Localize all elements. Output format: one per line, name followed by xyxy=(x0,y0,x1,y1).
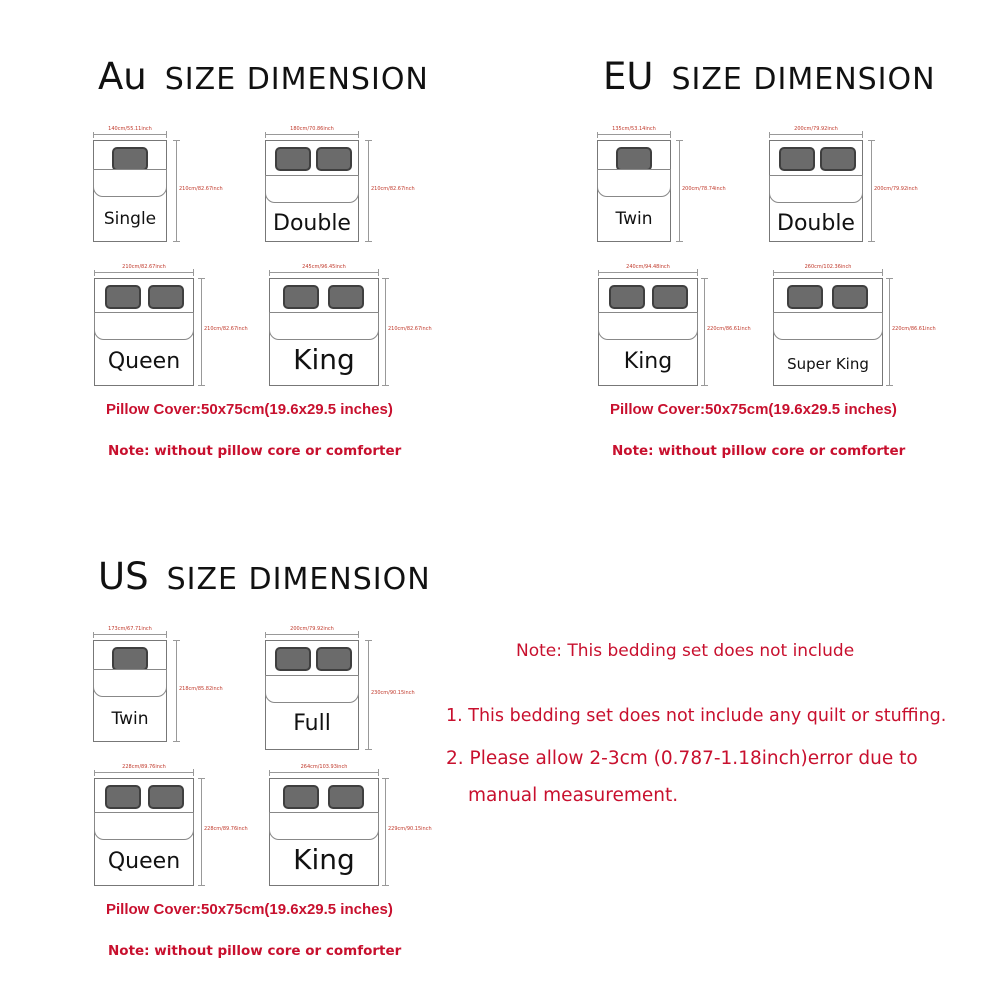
au-double-name: Double xyxy=(273,211,351,236)
eu-double-width-dim: 200cm/79.92inch xyxy=(769,134,863,135)
duvet-fold xyxy=(94,312,194,340)
bedding-note-item-1: 1. This bedding set does not include any quilt or stuffing. xyxy=(446,706,947,726)
us-twin-bed xyxy=(93,640,167,742)
us-twin-name: Twin xyxy=(111,709,149,729)
duvet-fold xyxy=(93,669,167,697)
duvet-fold xyxy=(773,312,883,340)
pillow-icon xyxy=(283,285,319,309)
pillow-icon xyxy=(275,647,311,671)
eu-super-king-name: Super King xyxy=(787,355,869,373)
eu-double-name: Double xyxy=(777,211,855,236)
pillow-icon xyxy=(328,285,364,309)
pillow-icon xyxy=(328,785,364,809)
au-double-length-dim: 210cm/82.67inch xyxy=(368,140,369,242)
pillow-icon xyxy=(316,647,352,671)
au-double-width-dim: 180cm/70.86inch xyxy=(265,134,359,135)
pillow-icon xyxy=(105,285,141,309)
au-note: Note: without pillow core or comforter xyxy=(108,443,402,459)
pillow-icon xyxy=(779,147,815,171)
eu-king-width-dim: 240cm/94.48inch xyxy=(598,272,698,273)
duvet-fold xyxy=(598,312,698,340)
eu-twin-bed xyxy=(597,140,671,242)
au-queen-bed xyxy=(94,278,194,386)
duvet-fold xyxy=(94,812,194,840)
us-region-label: US xyxy=(98,555,149,598)
eu-twin-name: Twin xyxy=(615,209,653,229)
us-queen-bed xyxy=(94,778,194,886)
us-full-bed xyxy=(265,640,359,750)
eu-twin-width-dim: 135cm/53.14inch xyxy=(597,134,671,135)
pillow-icon xyxy=(112,147,148,171)
eu-king-name: King xyxy=(623,349,673,374)
pillow-icon xyxy=(820,147,856,171)
au-king-bed xyxy=(269,278,379,386)
us-pillow-cover-note: Pillow Cover:50x75cm(19.6x29.5 inches) xyxy=(106,901,393,918)
duvet-fold xyxy=(269,812,379,840)
bedding-note-item-2-line-1: 2. Please allow 2-3cm (0.787-1.18inch)error due to xyxy=(446,748,918,769)
pillow-icon xyxy=(112,647,148,671)
au-queen-width-dim: 210cm/82.67inch xyxy=(94,272,194,273)
au-double-bed xyxy=(265,140,359,242)
pillow-icon xyxy=(283,785,319,809)
au-king-name: King xyxy=(293,343,355,376)
au-king-length-dim: 210cm/82.67inch xyxy=(385,278,386,386)
duvet-fold xyxy=(265,675,359,703)
pillow-icon xyxy=(148,285,184,309)
duvet-fold xyxy=(597,169,671,197)
pillow-icon xyxy=(787,285,823,309)
pillow-icon xyxy=(652,285,688,309)
bedding-note-item-2-line-2: manual measurement. xyxy=(468,785,679,806)
au-king-width-dim: 245cm/96.45inch xyxy=(269,272,379,273)
eu-super-king-width-dim: 260cm/102.36inch xyxy=(773,272,883,273)
us-king-bed xyxy=(269,778,379,886)
au-single-width-dim: 140cm/55.11inch xyxy=(93,134,167,135)
us-full-name: Full xyxy=(293,711,331,736)
pillow-icon xyxy=(148,785,184,809)
eu-size-dimension-label: SIZE DIMENSION xyxy=(671,62,936,97)
eu-super-king-bed xyxy=(773,278,883,386)
us-king-width-dim: 264cm/103.93inch xyxy=(269,772,379,773)
eu-double-bed xyxy=(769,140,863,242)
eu-double-length-dim: 200cm/79.92inch xyxy=(871,140,872,242)
us-twin-width-dim: 173cm/67.71inch xyxy=(93,634,167,635)
duvet-fold xyxy=(93,169,167,197)
us-twin-length-dim: 218cm/85.82inch xyxy=(176,640,177,742)
pillow-icon xyxy=(275,147,311,171)
eu-twin-length-dim: 200cm/78.74inch xyxy=(679,140,680,242)
au-pillow-cover-note: Pillow Cover:50x75cm(19.6x29.5 inches) xyxy=(106,401,393,418)
au-section-title xyxy=(98,55,429,98)
us-queen-length-dim: 228cm/89.76inch xyxy=(201,778,202,886)
duvet-fold xyxy=(269,312,379,340)
au-queen-length-dim: 210cm/82.67inch xyxy=(201,278,202,386)
au-single-length-dim: 210cm/82.67inch xyxy=(176,140,177,242)
us-queen-name: Queen xyxy=(107,849,181,874)
au-single-name: Single xyxy=(103,209,157,229)
eu-pillow-cover-note: Pillow Cover:50x75cm(19.6x29.5 inches) xyxy=(610,401,897,418)
us-queen-width-dim: 228cm/89.76inch xyxy=(94,772,194,773)
au-size-dimension-label: SIZE DIMENSION xyxy=(164,62,429,97)
duvet-fold xyxy=(769,175,863,203)
eu-super-king-length-dim: 220cm/86.61inch xyxy=(889,278,890,386)
bedding-note-heading: Note: This bedding set does not include xyxy=(516,641,855,661)
pillow-icon xyxy=(316,147,352,171)
au-queen-name: Queen xyxy=(107,349,181,374)
eu-section-title xyxy=(603,55,936,98)
us-full-width-dim: 200cm/79.92inch xyxy=(265,634,359,635)
us-size-dimension-label: SIZE DIMENSION xyxy=(166,562,431,597)
eu-king-length-dim: 220cm/86.61inch xyxy=(704,278,705,386)
eu-region-label: EU xyxy=(603,55,654,98)
eu-king-bed xyxy=(598,278,698,386)
pillow-icon xyxy=(832,285,868,309)
duvet-fold xyxy=(265,175,359,203)
au-region-label: Au xyxy=(98,55,147,98)
us-section-title xyxy=(98,555,431,598)
au-single-bed xyxy=(93,140,167,242)
us-king-length-dim: 229cm/90.15inch xyxy=(385,778,386,886)
us-king-name: King xyxy=(293,843,355,876)
pillow-icon xyxy=(105,785,141,809)
pillow-icon xyxy=(616,147,652,171)
us-note: Note: without pillow core or comforter xyxy=(108,943,402,959)
pillow-icon xyxy=(609,285,645,309)
us-full-length-dim: 230cm/90.15inch xyxy=(368,640,369,750)
eu-note: Note: without pillow core or comforter xyxy=(612,443,906,459)
